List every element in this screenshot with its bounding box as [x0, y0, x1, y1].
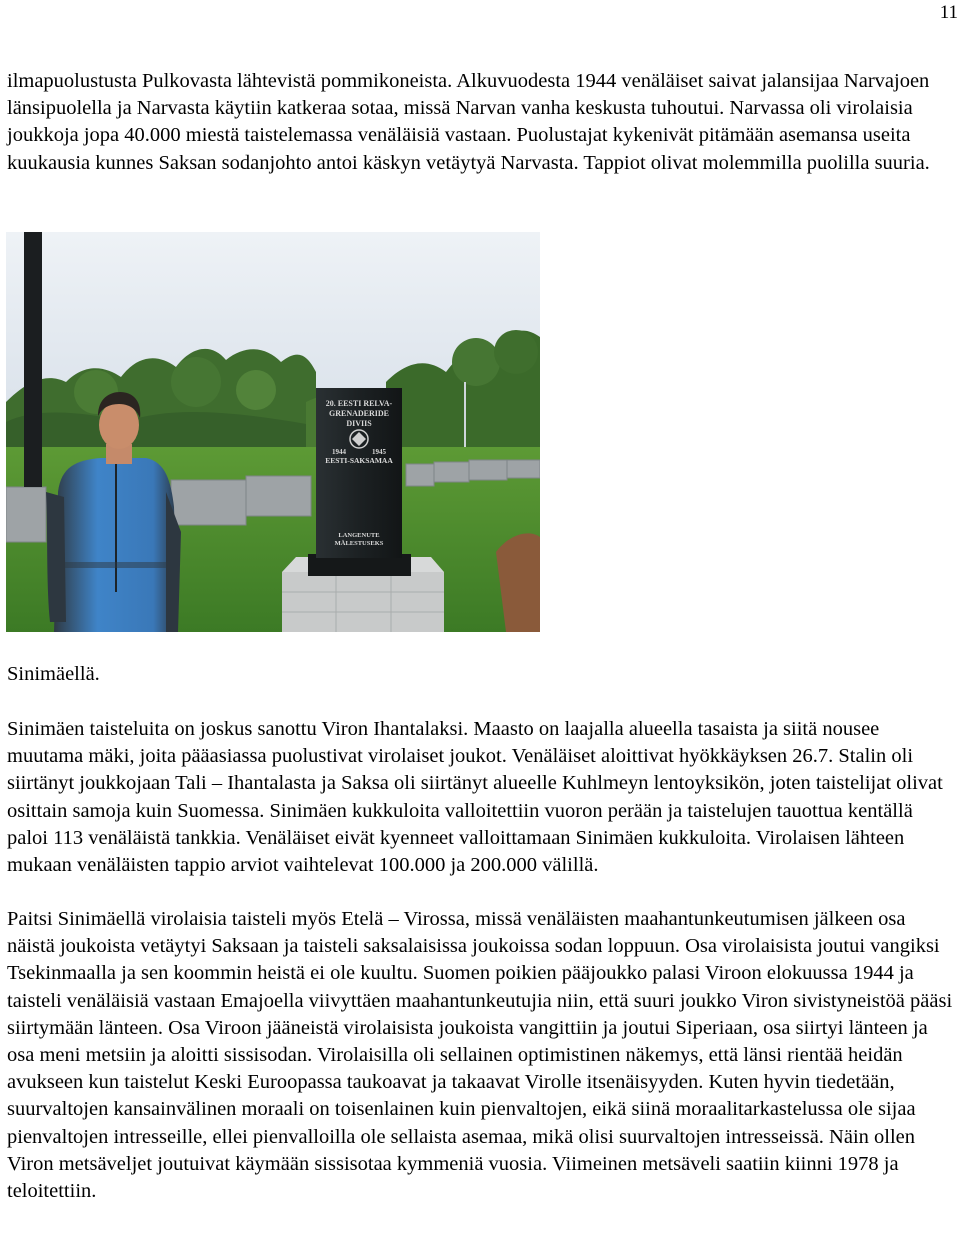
monument-line-6: MÄLESTUSEKS [334, 540, 384, 547]
monument-line-2: GRENADERIDE [328, 409, 390, 418]
monument-line-1: 20. EESTI RELVA- [325, 399, 393, 408]
paragraph-etela-viro: Paitsi Sinimäellä virolaisia taisteli myös Etelä – Virossa, missä venäläisten maahantunkeutumisen jälkeen osa näistä joukoista vetäytyi Saksaan ja taisteli saksalaisissa joukoissa sodan loppuun. Osa virolaisista joutui vangiksi Tsekinmaalla ja sen koommin heistä ei ole kuultu. Suomen poikien pääjoukko palasi Viroon elokuussa 1944 ja taisteli venäläisiä vastaan Emajoella viivyttäen maahantunkeutujia niin, että suuri joukko Viron sivistyneistöä pääsi siirtymään länteen. Osa Viroon jääneistä virolaisista joukoista vangittiin ja joutui Siperiaan, osa siirtyi länteen ja osa meni metsiin ja aloitti sissisodan. Virolaisilla oli sellainen optimistinen näkemys, että länsi rientää heidän avukseen kun taistelut Keski Euroopassa taukoavat ja takaavat Virolle itsenäisyyden. Kuten hyvin tiedetään, suurvaltojen kansainvälinen moraali on toisenlainen kuin pienvaltojen, eikä siinä moraalitarkastelussa ole sijaa pienvaltojen intresseille, ellei pienvalloilla ole sellaista asemaa, mikä olisi suurvaltojen intresseissä. Näin ollen Viron metsäveljet joutuivat käymään sissisotaa kymmeniä vuosia. Viimeinen metsäveli saatiin kiinni 1978 ja teloitettiin. [7, 908, 953, 1203]
paragraph-sinimae: Sinimäen taisteluita on joskus sanottu Viron Ihantalaksi. Maasto on laajalla alueella tasaista ja siitä nousee muutama mäki, joita pääasiassa puolustivat virolaiset joukot. Venäläiset aloittivat hyökkäyksen 26.7. Stalin oli siirtänyt joukkojaan Tali – Ihantalasta ja Saksa oli siirtänyt alueelle Kuhlmeyn lentoyksikön, joten taistelijat olivat osittain samoja kuin Suomessa. Sinimäen kukkuloita valloitettiin vuoron perään ja taistelujen tauottua kentällä paloi 113 venäläistä tankkia. Venäläiset eivät kyenneet valloittamaan Sinimäen kukkuloita. Virolaisen lähteen mukaan venäläisten tappio arviot vaihtelevat 100.000 ja 200.000 välillä. [7, 718, 943, 877]
flag-pole [24, 232, 42, 487]
page-number: 11 [939, 2, 958, 23]
monument-year-start: 1944 [332, 448, 346, 456]
monument-year-end: 1945 [372, 448, 386, 456]
monument-line-5: LANGENUTE [338, 532, 380, 539]
monument-line-3: DIVIIS [346, 419, 372, 428]
memorial-photo [6, 232, 540, 632]
photo-caption: Sinimäellä. [7, 663, 100, 685]
memorial-stone [308, 388, 411, 576]
monument-line-4: EESTI-SAKSAMAA [325, 456, 393, 465]
paragraph-narva: ilmapuolustusta Pulkovasta lähtevistä pommikoneista. Alkuvuodesta 1944 venäläiset saivat jalansijaa Narvajoen länsipuolella ja Narvasta käytiin katkeraa sotaa, missä Narvan vanha keskusta tuhoutui. Narvassa oli virolaisia joukkoja jopa 40.000 miestä taistelemassa venäläisiä vastaan. Puolustajat kykenivät pitämään asemansa useita kuukausia kunnes Saksan sodanjohto antoi käskyn vetäytyä Narvasta. Tappiot olivat molemmilla puolilla suuria. [7, 70, 930, 174]
